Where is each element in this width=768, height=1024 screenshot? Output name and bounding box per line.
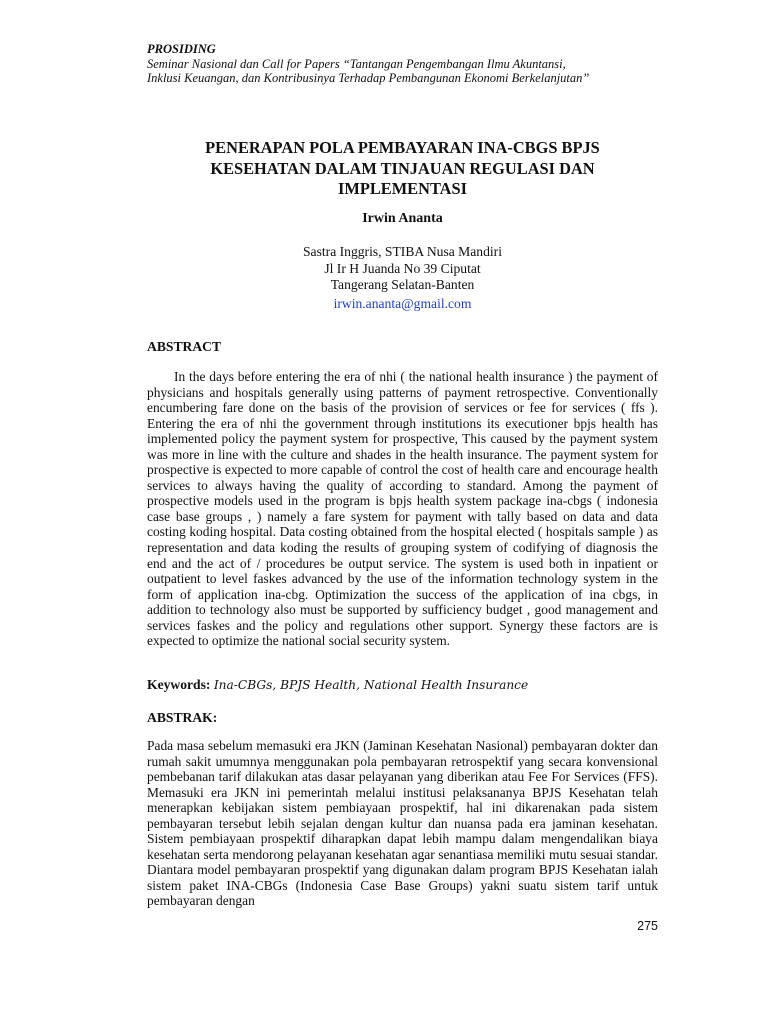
keywords-line [147, 677, 658, 693]
keywords-label: Keywords: [147, 677, 211, 692]
keywords-value: Ina-CBGs, BPJS Health, National Health Insurance [213, 678, 529, 692]
title-line-1: PENERAPAN POLA PEMBAYARAN INA-CBGS BPJS [205, 138, 600, 157]
seminar-line-2: Inklusi Keuangan, dan Kontribusinya Terhadap Pembangunan Ekonomi Berkelanjutan” [147, 71, 590, 85]
paper-title [147, 138, 658, 200]
seminar-line-1: Seminar Nasional dan Call for Papers “Tantangan Pengembangan Ilmu Akuntansi, [147, 56, 566, 71]
author-affiliation [147, 244, 658, 312]
affiliation-line-2: Jl Ir H Juanda No 39 Ciputat [324, 260, 481, 276]
proceedings-header [147, 42, 667, 86]
proceedings-label: PROSIDING [147, 42, 216, 56]
abstrak-heading: ABSTRAK: [147, 710, 218, 725]
title-line-2: KESEHATAN DALAM TINJAUAN REGULASI DAN [210, 158, 595, 178]
affiliation-line-3: Tangerang Selatan-Banten [330, 277, 475, 292]
page-number: 275 [637, 919, 658, 933]
abstract-heading: ABSTRACT [147, 339, 222, 354]
author-name: Irwin Ananta [362, 211, 443, 226]
abstrak-body: Pada masa sebelum memasuki era JKN (Jaminan Kesehatan Nasional) pembayaran dokter dan rumah sakit umumnya menggunakan pola pembayaran retrospektif yang secara konvensional pembebanan tarif dilakukan atas dasar pelayanan yang diberikan atau Fee For Services (FFS). Memasuki era JKN ini pemerintah melalui institusi pelaksananya BPJS Kesehatan telah menerapkan kebijakan sistem pembiayaan prospektif, hal ini dikarenakan pada sistem pembayaran tersebut lebih sejalan dengan kultur dan nuansa pada era jaminan kesehatan. Sistem pembiayaan prospektif diharapkan dapat lebih mampu dalam mengendalikan biaya kesehatan serta mendorong pelayanan kesehatan agar senantiasa memiliki mutu sesuai standar. Diantara model pembayaran prospektif yang digunakan dalam program BPJS Kesehatan ialah sistem paket INA-CBGs (Indonesia Case Base Groups) yakni suatu sistem tarif untuk pembayaran dengan [147, 738, 658, 909]
title-line-3: IMPLEMENTASI [337, 179, 467, 198]
affiliation-line-1: Sastra Inggris, STIBA Nusa Mandiri [303, 244, 502, 259]
author-email-link[interactable]: irwin.ananta@gmail.com [333, 295, 472, 311]
abstract-body: In the days before entering the era of nhi ( the national health insurance ) the payment of physicians and hospitals generally using patterns of payment retrospective. Conventionally encumbering fare done on the basis of the provision of services or fee for services ( ffs ). Entering the era of nhi the government through institutions its executioner bpjs health has implemented policy the payment system for prospective, This caused by the payment system was more in line with the culture and shades in the health insurance. The payment system for prospective is expected to more capable of control the cost of health care and encourage health services to always having the quality of according to standard. Among the payment of prospective models used in the program is bpjs health system package ina-cbgs ( indonesia case base groups , ) namely a fare system for payment with tally based on data and data costing koding hospital. Data costing obtained from the hospital elected ( hospitals sample ) as representation and data koding the results of grouping system of codifying of diagnosis the end and the act of / procedures be output service. The system is used both in inpatient or outpatient to level faskes advanced by the use of the information technology system in the form of application ina-cbg. Optimization the success of the application of ina cbgs, in addition to technology also must be supported by sufficiency budget , good management and services faskes and the policy and regulations other support. Synergy these factors are is expected to optimize the national social security system. [147, 369, 658, 649]
